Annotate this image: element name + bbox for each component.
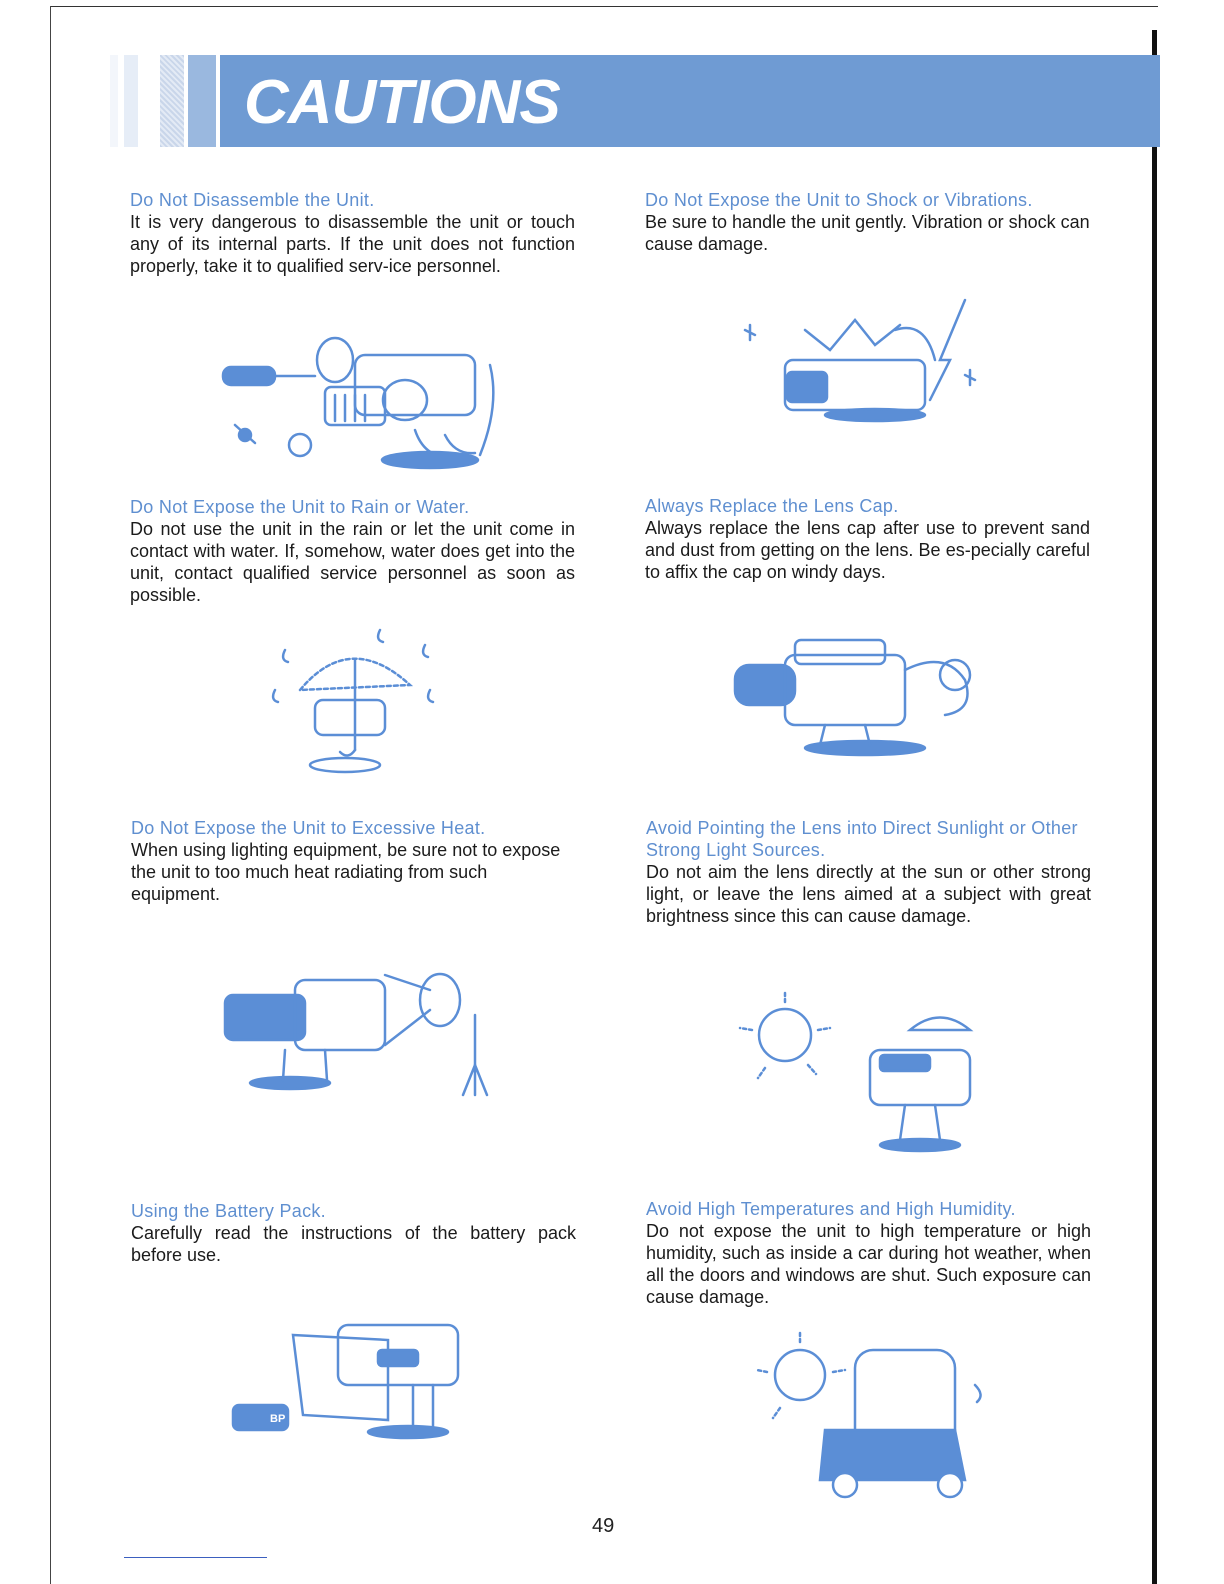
section-title: Do Not Expose the Unit to Excessive Heat. [131,818,486,838]
top-rule [50,6,1158,7]
banner-stripe [110,55,118,147]
banner-stripe [124,55,138,147]
battery-illustration [228,1310,478,1445]
section-title: Always Replace the Lens Cap. [645,496,899,516]
disassemble-illustration [215,325,515,475]
bottom-rule [124,1557,267,1558]
section-battery [131,1200,576,1266]
page-number: 49 [592,1515,615,1537]
section-body: Do not aim the lens directly at the sun or other strong light, or leave the lens aimed at a subject with great brightness since this can cause damage. [646,862,1091,926]
lens-cap-illustration [725,630,995,760]
section-rain [130,496,575,606]
section-disassemble [130,189,575,277]
section-lens-cap [645,495,1090,583]
rain-illustration [260,620,460,780]
right-rule [1152,30,1157,1584]
section-title: Do Not Disassemble the Unit. [130,190,375,210]
section-heat [131,817,576,905]
section-body: It is very dangerous to disassemble the unit or touch any of its internal parts. If the unit does not function properly, take it to qualified serv-ice personnel. [130,212,575,276]
section-title: Do Not Expose the Unit to Shock or Vibrations. [645,190,1033,210]
battery-label: BP [270,1413,286,1425]
section-humidity [646,1198,1091,1308]
section-title: Using the Battery Pack. [131,1201,326,1221]
page-title: CAUTIONS [244,68,560,137]
section-shock [645,189,1090,255]
section-body: Carefully read the instructions of the battery pack before use. [131,1223,576,1265]
section-title: Avoid Pointing the Lens into Direct Sunlight or Other Strong Light Sources. [646,818,1078,860]
section-body: When using lighting equipment, be sure not to expose the unit to too much heat radiating from such equipment. [131,840,561,904]
section-title: Avoid High Temperatures and High Humidity. [646,1199,1016,1219]
sunlight-illustration [730,990,1000,1155]
banner-stripe [160,55,184,147]
section-sunlight [646,817,1091,927]
shock-illustration [735,290,985,425]
section-body: Be sure to handle the unit gently. Vibration or shock can cause damage. [645,212,1090,254]
heat-illustration [215,955,515,1100]
humidity-illustration [755,1330,995,1500]
section-body: Always replace the lens cap after use to prevent sand and dust from getting on the lens. Be es-pecially careful to affix the cap on windy days. [645,518,1090,582]
section-body: Do not expose the unit to high temperature or high humidity, such as inside a car during hot weather, when all the doors and windows are shut. Such exposure can cause damage. [646,1221,1091,1307]
section-title: Do Not Expose the Unit to Rain or Water. [130,497,470,517]
left-rule [50,6,51,1584]
banner-stripe [188,55,216,147]
section-body: Do not use the unit in the rain or let the unit come in contact with water. If, somehow, water does get into the unit, contact qualified service personnel as soon as possible. [130,519,575,605]
header-banner [110,55,1160,147]
